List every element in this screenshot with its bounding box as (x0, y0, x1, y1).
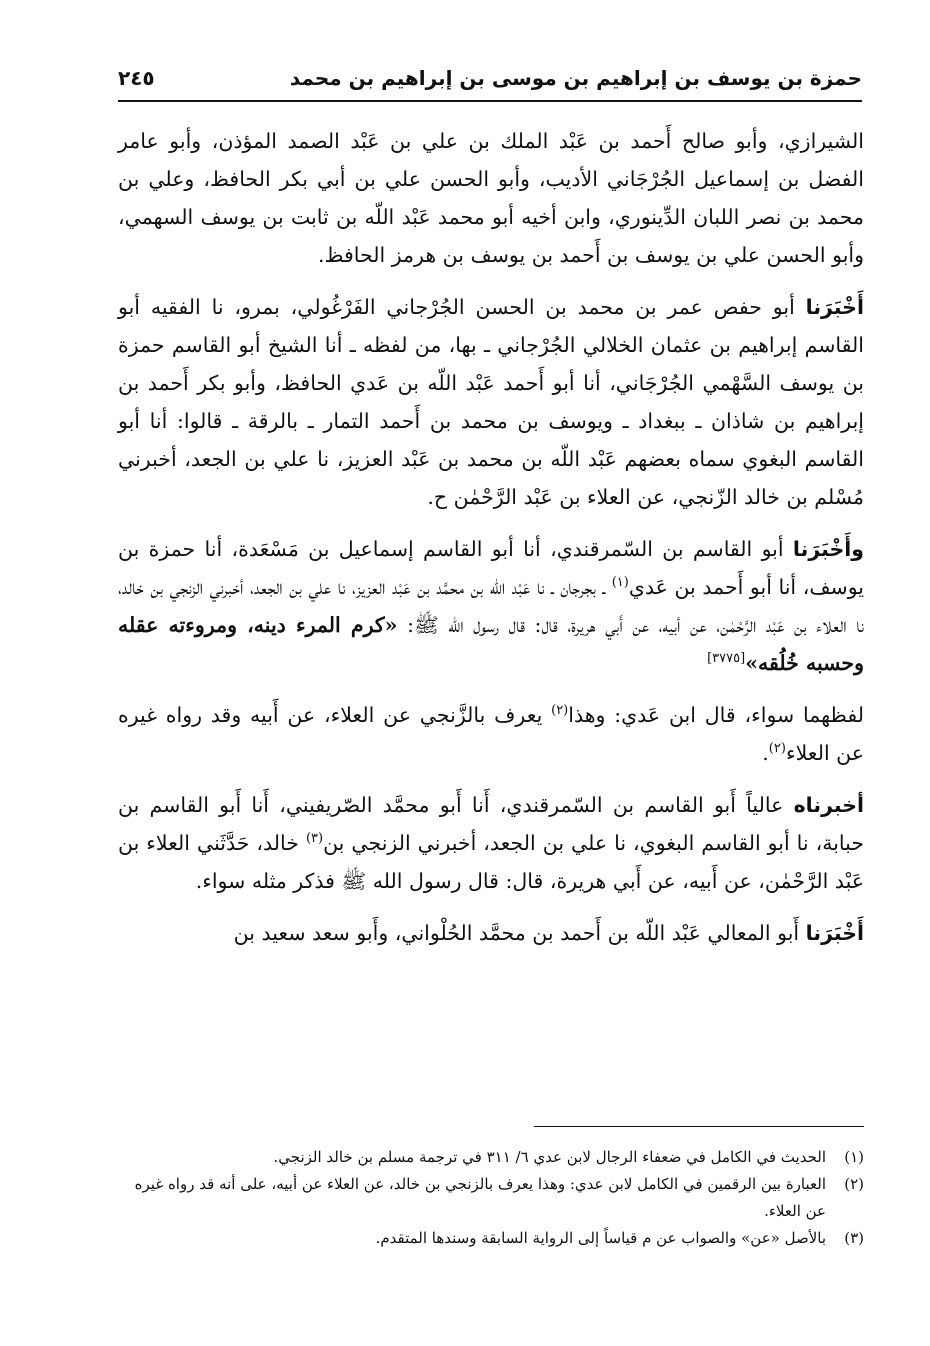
paragraph-lead: أَخْبَرَنا (805, 921, 864, 945)
footnote-rule (534, 1126, 864, 1127)
paragraph-text: . (762, 741, 769, 765)
paragraph-6 (118, 914, 864, 952)
paragraph-1 (118, 122, 864, 274)
paragraph-lead: وأَخْبَرَنا (792, 537, 864, 561)
footnote-number: (٣) (844, 1229, 864, 1247)
paragraph-4 (118, 696, 864, 772)
footnote (118, 1171, 864, 1225)
paragraph-lead: أخبرناه (793, 793, 864, 817)
page-number: ٢٤٥ (118, 66, 155, 90)
footnote (118, 1225, 864, 1252)
paragraph-text: يعرف بالزَّنجي عن العلاء، عن أَبيه وقد رواه غيره عن العلاء (118, 703, 864, 765)
paragraph-5 (118, 786, 864, 900)
footnote-ref: (١) (611, 575, 629, 591)
footnote-text: الحديث في الكامل في ضعفاء الرجال لابن عدي ٦/ ٣١١ في ترجمة مسلم بن خالد الزنجي. (273, 1148, 826, 1166)
footnote-number: (٢) (844, 1175, 864, 1193)
paragraph-text: الشيرازي، وأبو صالح أَحمد بن عَبْد الملك بن علي بن عَبْد الصمد المؤذن، وأبو عامر الفضل بن إسماعيل الجُرْجَاني الأديب، وأبو الحسن علي بن أبي بكر الحافظ، وعلي بن محمد بن نصر اللبان الدِّينوري، وابن أخيه أبو محمد عَبْد اللّه بن ثابت بن يوسف السهمي، وأبو الحسن علي بن يوسف بن أَحمد بن يوسف بن هرمز الحافظ. (118, 129, 864, 267)
footnote-text: العبارة بين الرقمين في الكامل لابن عدي: وهذا يعرف بالزنجي بن خالد، عن العلاء عن أبيه، على أنه قد رواه غيره عن العلاء. (134, 1175, 826, 1220)
paragraph-text: عالياً أَبو القاسم بن السّمرقندي، أَنا أَبو محمَّد الصّريفيني، أَنا أَبو القاسم بن حبابة، نا أبو القاسم البغوي، نا علي بن الجعد، أخبرني الزنجي بن (118, 793, 864, 855)
footnote-ref: (٣) (305, 831, 324, 847)
paragraph-lead: أَخْبَرَنا (805, 295, 864, 319)
footnote-ref: (٢) (768, 741, 786, 757)
paragraph-text: خالد، حَدَّثَني العلاء بن عَبْد الرَّحْمٰن، عن أَبيه، عن أَبي هريرة، قال: قال رسول الله ﷺ فذكر مثله سواء. (118, 831, 864, 893)
hadith-text: «كرم المرء دينه، ومروءته عقله وحسبه خُلُقه» (118, 613, 864, 675)
hadith-number: [٣٧٧٥] (707, 651, 746, 667)
running-title: حمزة بن يوسف بن إبراهيم بن موسى بن إبراهيم بن محمد (289, 66, 862, 90)
paragraph-text: أبو القاسم بن السّمرقندي، أنا أبو القاسم إسماعيل بن مَسْعَدة، أنا حمزة بن يوسف، أنا أبو أَحمد بن عَدي (118, 537, 865, 599)
footnote (118, 1144, 864, 1171)
footnotes (118, 1144, 864, 1252)
paragraph-text: أبو حفص عمر بن محمد بن الحسن الجُرْجاني الفَرْغُولي، بمرو، نا الفقيه أبو القاسم إبراهيم بن عثمان الخلالي الجُرْجاني ـ بها، من لفظه ـ أنا الشيخ أبو القاسم حمزة بن يوسف السَّهْمي الجُرْجَاني، أنا أبو أَحمد عَبْد اللّه بن عَدي الحافظ، وأبو بكر أَحمد بن إبراهيم بن شاذان ـ ببغداد ـ ويوسف بن محمد بن أَحمد التمار ـ بالرقة ـ قالوا: أنا أبو القاسم البغوي سماه بعضهم عَبْد اللّه بن محمد بن عَبْد العزيز، نا علي بن الجعد، أخبرني مُسْلم بن خالد الزّنجي، عن العلاء بن عَبْد الرَّحْمٰن ح. (118, 295, 864, 509)
footnote-text: بالأصل «عن» والصواب عن م قياساً إلى الرواية السابقة وسندها المتقدم. (375, 1229, 826, 1247)
paragraph-text: أَبو المعالي عَبْد اللّه بن أَحمد بن محمَّد الحُلْواني، وأَبو سعد سعيد بن (233, 921, 800, 945)
paragraph-text: ـ بجرجان ـ نا عَبْد اللّه بن محمَّد بن عَبْد العزيز، نا علي بن الجعد، أخبرني الزنجي بن خالد، نا العلاء بن عَبْد الرَّحْمٰن، عن أبيه، عن أَبي هريرة، قال: قال رسول الله ﷺ: (118, 575, 864, 637)
paragraph-3 (118, 530, 864, 682)
paragraph-text: لفظهما سواء، قال ابن عَدي: وهذا (568, 703, 864, 727)
running-header (118, 62, 862, 96)
header-rule (118, 100, 862, 102)
main-text (118, 122, 864, 952)
paragraph-2 (118, 288, 864, 516)
footnote-number: (١) (844, 1148, 864, 1166)
footnote-ref: (٢) (551, 703, 569, 719)
